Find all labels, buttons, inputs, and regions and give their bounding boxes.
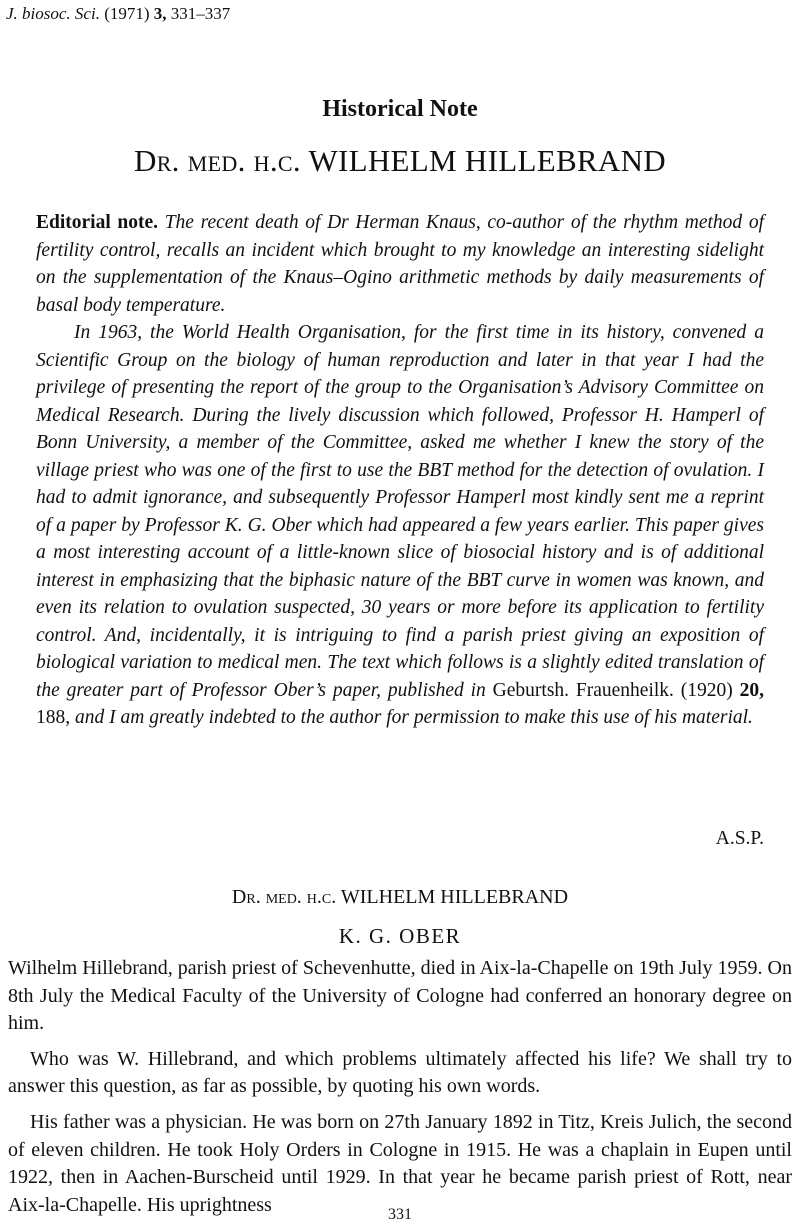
editorial-note	[36, 209, 764, 732]
page-number: 331	[388, 1206, 412, 1223]
editorial-paragraph-2	[36, 319, 764, 732]
article-title-name: WILHELM HILLEBRAND	[340, 886, 569, 908]
editorial-lead: Editorial note.	[36, 212, 159, 233]
article-title	[0, 884, 800, 910]
editorial-p2-end: and I am greatly indebted to the author for permission to make this use of his material.	[75, 707, 753, 728]
editorial-p1-text: The recent death of Dr Herman Knaus, co-author of the rhythm method of fertility control, recalls an incident which brought to my knowledge an interesting sidelight on the supplementation of the Knaus–Ogino arithmetic methods by daily measurements of basal body temperature.	[36, 212, 765, 316]
body-paragraph-3: His father was a physician. He was born on 27th January 1892 in Titz, Kreis Julich, the second of eleven children. He took Holy Orders in Cologne in 1915. He was a chaplain in Eupen until 1922, then in Aachen-Burscheid until 1929. In that year he became parish priest of Rott, near Aix-la-Chapelle. His uprightness	[8, 1110, 792, 1216]
article-title-prefix: Dr. med. h.c.	[231, 886, 337, 908]
article-body	[8, 955, 792, 1219]
citation-volume: 20,	[739, 679, 765, 701]
editorial-signoff: A.S.P.	[715, 828, 764, 849]
citation-page: 188,	[36, 707, 71, 728]
editorial-paragraph-1	[36, 209, 764, 319]
article-author: K. G. OBER	[338, 924, 462, 948]
journal-year: (1971)	[104, 4, 150, 23]
title-prefix: Dr. med. h.c.	[134, 143, 301, 178]
journal-volume: 3,	[153, 4, 167, 23]
section-title: Historical Note	[322, 96, 478, 122]
running-head	[6, 4, 230, 24]
body-paragraph-1: Wilhelm Hillebrand, parish priest of Schevenhutte, died in Aix-la-Chapelle on 19th July 1959. On 8th July the Medical Faculty of the University of Cologne had conferred an honorary degree on him.	[8, 957, 792, 1035]
journal-pages: 331–337	[170, 4, 231, 23]
title-name: WILHELM HILLEBRAND	[308, 143, 666, 178]
body-paragraph-2: Who was W. Hillebrand, and which problems ultimately affected his life? We shall try to answer this question, as far as possible, by quoting his own words.	[8, 1047, 792, 1098]
citation-source: Geburtsh. Frauenheilk. (1920)	[492, 679, 733, 701]
journal-name: J. biosoc. Sci.	[6, 4, 100, 23]
editorial-p2-text: In 1963, the World Health Organisation, for the first time in its history, convened a Scientific Group on the biology of human reproduction and later in that year I had the privilege of presenting the report of the group to the Organisation’s Advisory Committee on Medical Research. During the lively discussion which followed, Professor H. Hamperl of Bonn University, a member of the Committee, asked me whether I knew the story of the village priest who was one of the first to use the BBT method for the detection of ovulation. I had to admit ignorance, and subsequently Professor Hamperl most kindly sent me a reprint of a paper by Professor K. G. Ober which had appeared a few years earlier. This paper gives a most interesting account of a little-known slice of biosocial history and is of additional interest in emphasizing that the biphasic nature of the BBT curve in women was known, and even its relation to ovulation suspected, 30 years or more before its application to fertility control. And, incidentally, it is intriguing to find a parish priest giving an exposition of biological variation to medical men. The text which follows is a slightly edited translation of the greater part of Professor Ober’s paper, published in	[36, 322, 764, 701]
page-title	[0, 143, 800, 179]
